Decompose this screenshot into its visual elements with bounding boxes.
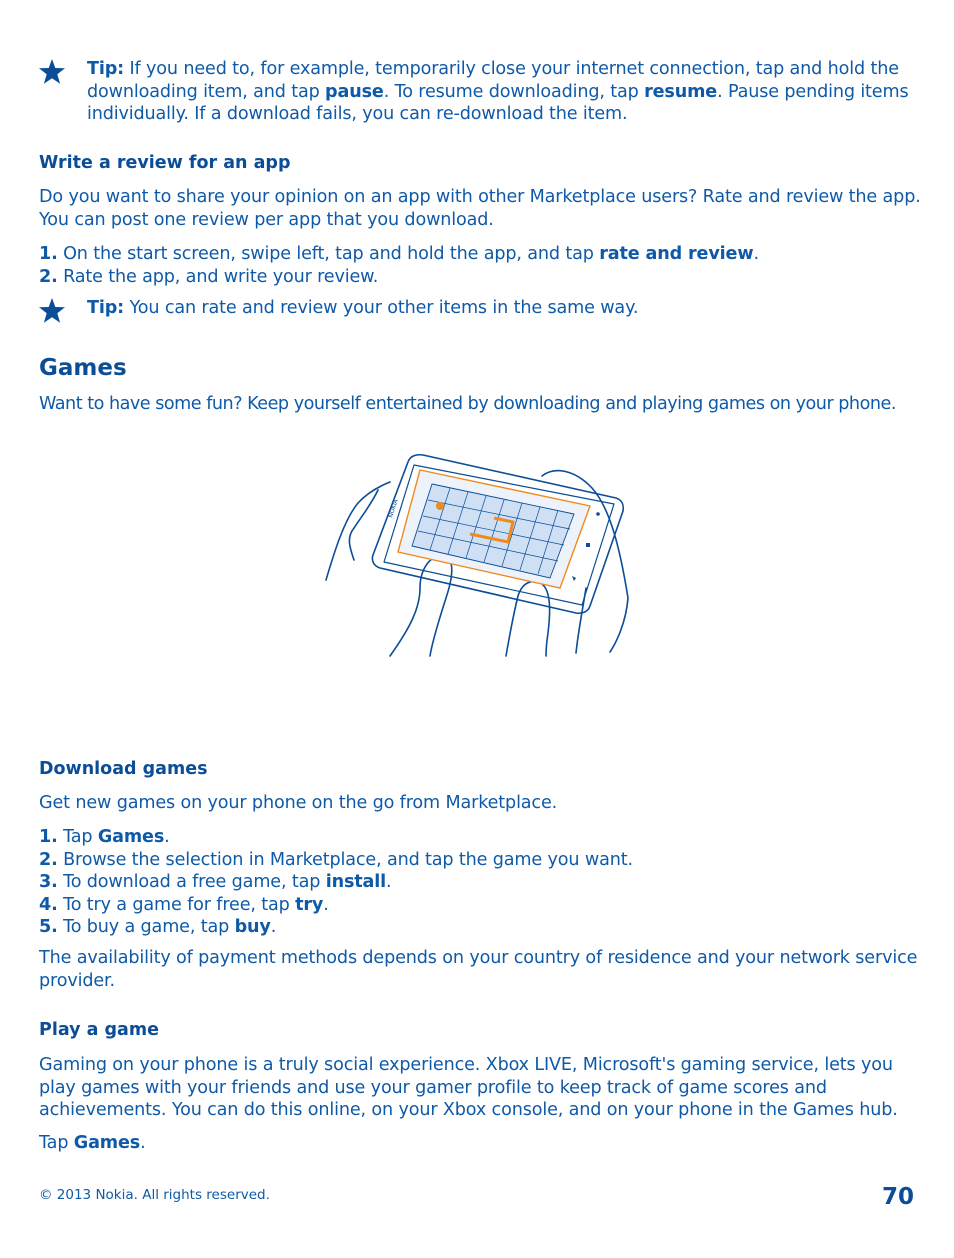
section-heading-games: Games xyxy=(39,355,127,381)
copyright: © 2013 Nokia. All rights reserved. xyxy=(39,1187,270,1203)
list-item: 5. To buy a game, tap buy. xyxy=(39,917,277,938)
tip-review-text: Tip: You can rate and review your other items in the same way. xyxy=(87,298,639,318)
games-intro: Want to have some fun? Keep yourself entertained by downloading and playing games on your phone. xyxy=(39,394,896,414)
brand-label: NOKIA xyxy=(387,498,400,519)
tip-download-text: Tip: If you need to, for example, temporarily close your internet connection, tap and hold the downloading item, and tap pause. To resume downloading, tap resume. Pause pending items individually. If a download fails, you can re-download the item. xyxy=(87,59,909,125)
star-icon xyxy=(38,58,66,86)
list-item: 3. To download a free game, tap install. xyxy=(39,872,392,893)
download-steps xyxy=(39,826,924,939)
list-item: 2. Browse the selection in Marketplace, and tap the game you want. xyxy=(39,849,633,870)
payment-note: The availability of payment methods depends on your country of residence and your network service provider. xyxy=(39,948,918,991)
download-intro: Get new games on your phone on the go from Marketplace. xyxy=(39,793,558,813)
page-number: 70 xyxy=(881,1184,914,1210)
list-item: 4. To try a game for free, tap try. xyxy=(39,894,329,915)
review-intro: Do you want to share your opinion on an app with other Marketplace users? Rate and review the app. You can post one review per app that you download. xyxy=(39,187,921,230)
section-heading-write-review: Write a review for an app xyxy=(39,153,291,173)
list-item: 1. Tap Games. xyxy=(39,827,170,847)
tip-label: Tip: xyxy=(87,59,125,79)
section-heading-download-games: Download games xyxy=(39,759,208,779)
review-steps xyxy=(39,243,924,288)
play-intro: Gaming on your phone is a truly social experience. Xbox LIVE, Microsoft's gaming service, lets you play games with your friends and use your gamer profile to keep track of game scores and achievements. You can do this online, on your Xbox console, and on your phone in the Games hub. xyxy=(39,1055,898,1121)
star-icon xyxy=(38,297,66,325)
tap-games-instruction: Tap Games. xyxy=(39,1133,146,1153)
section-heading-play-game: Play a game xyxy=(39,1020,159,1040)
list-item: 2. Rate the app, and write your review. xyxy=(39,266,379,287)
list-item: 1. On the start screen, swipe left, tap and hold the app, and tap rate and review. xyxy=(39,244,759,264)
phone-game-illustration xyxy=(320,448,640,658)
